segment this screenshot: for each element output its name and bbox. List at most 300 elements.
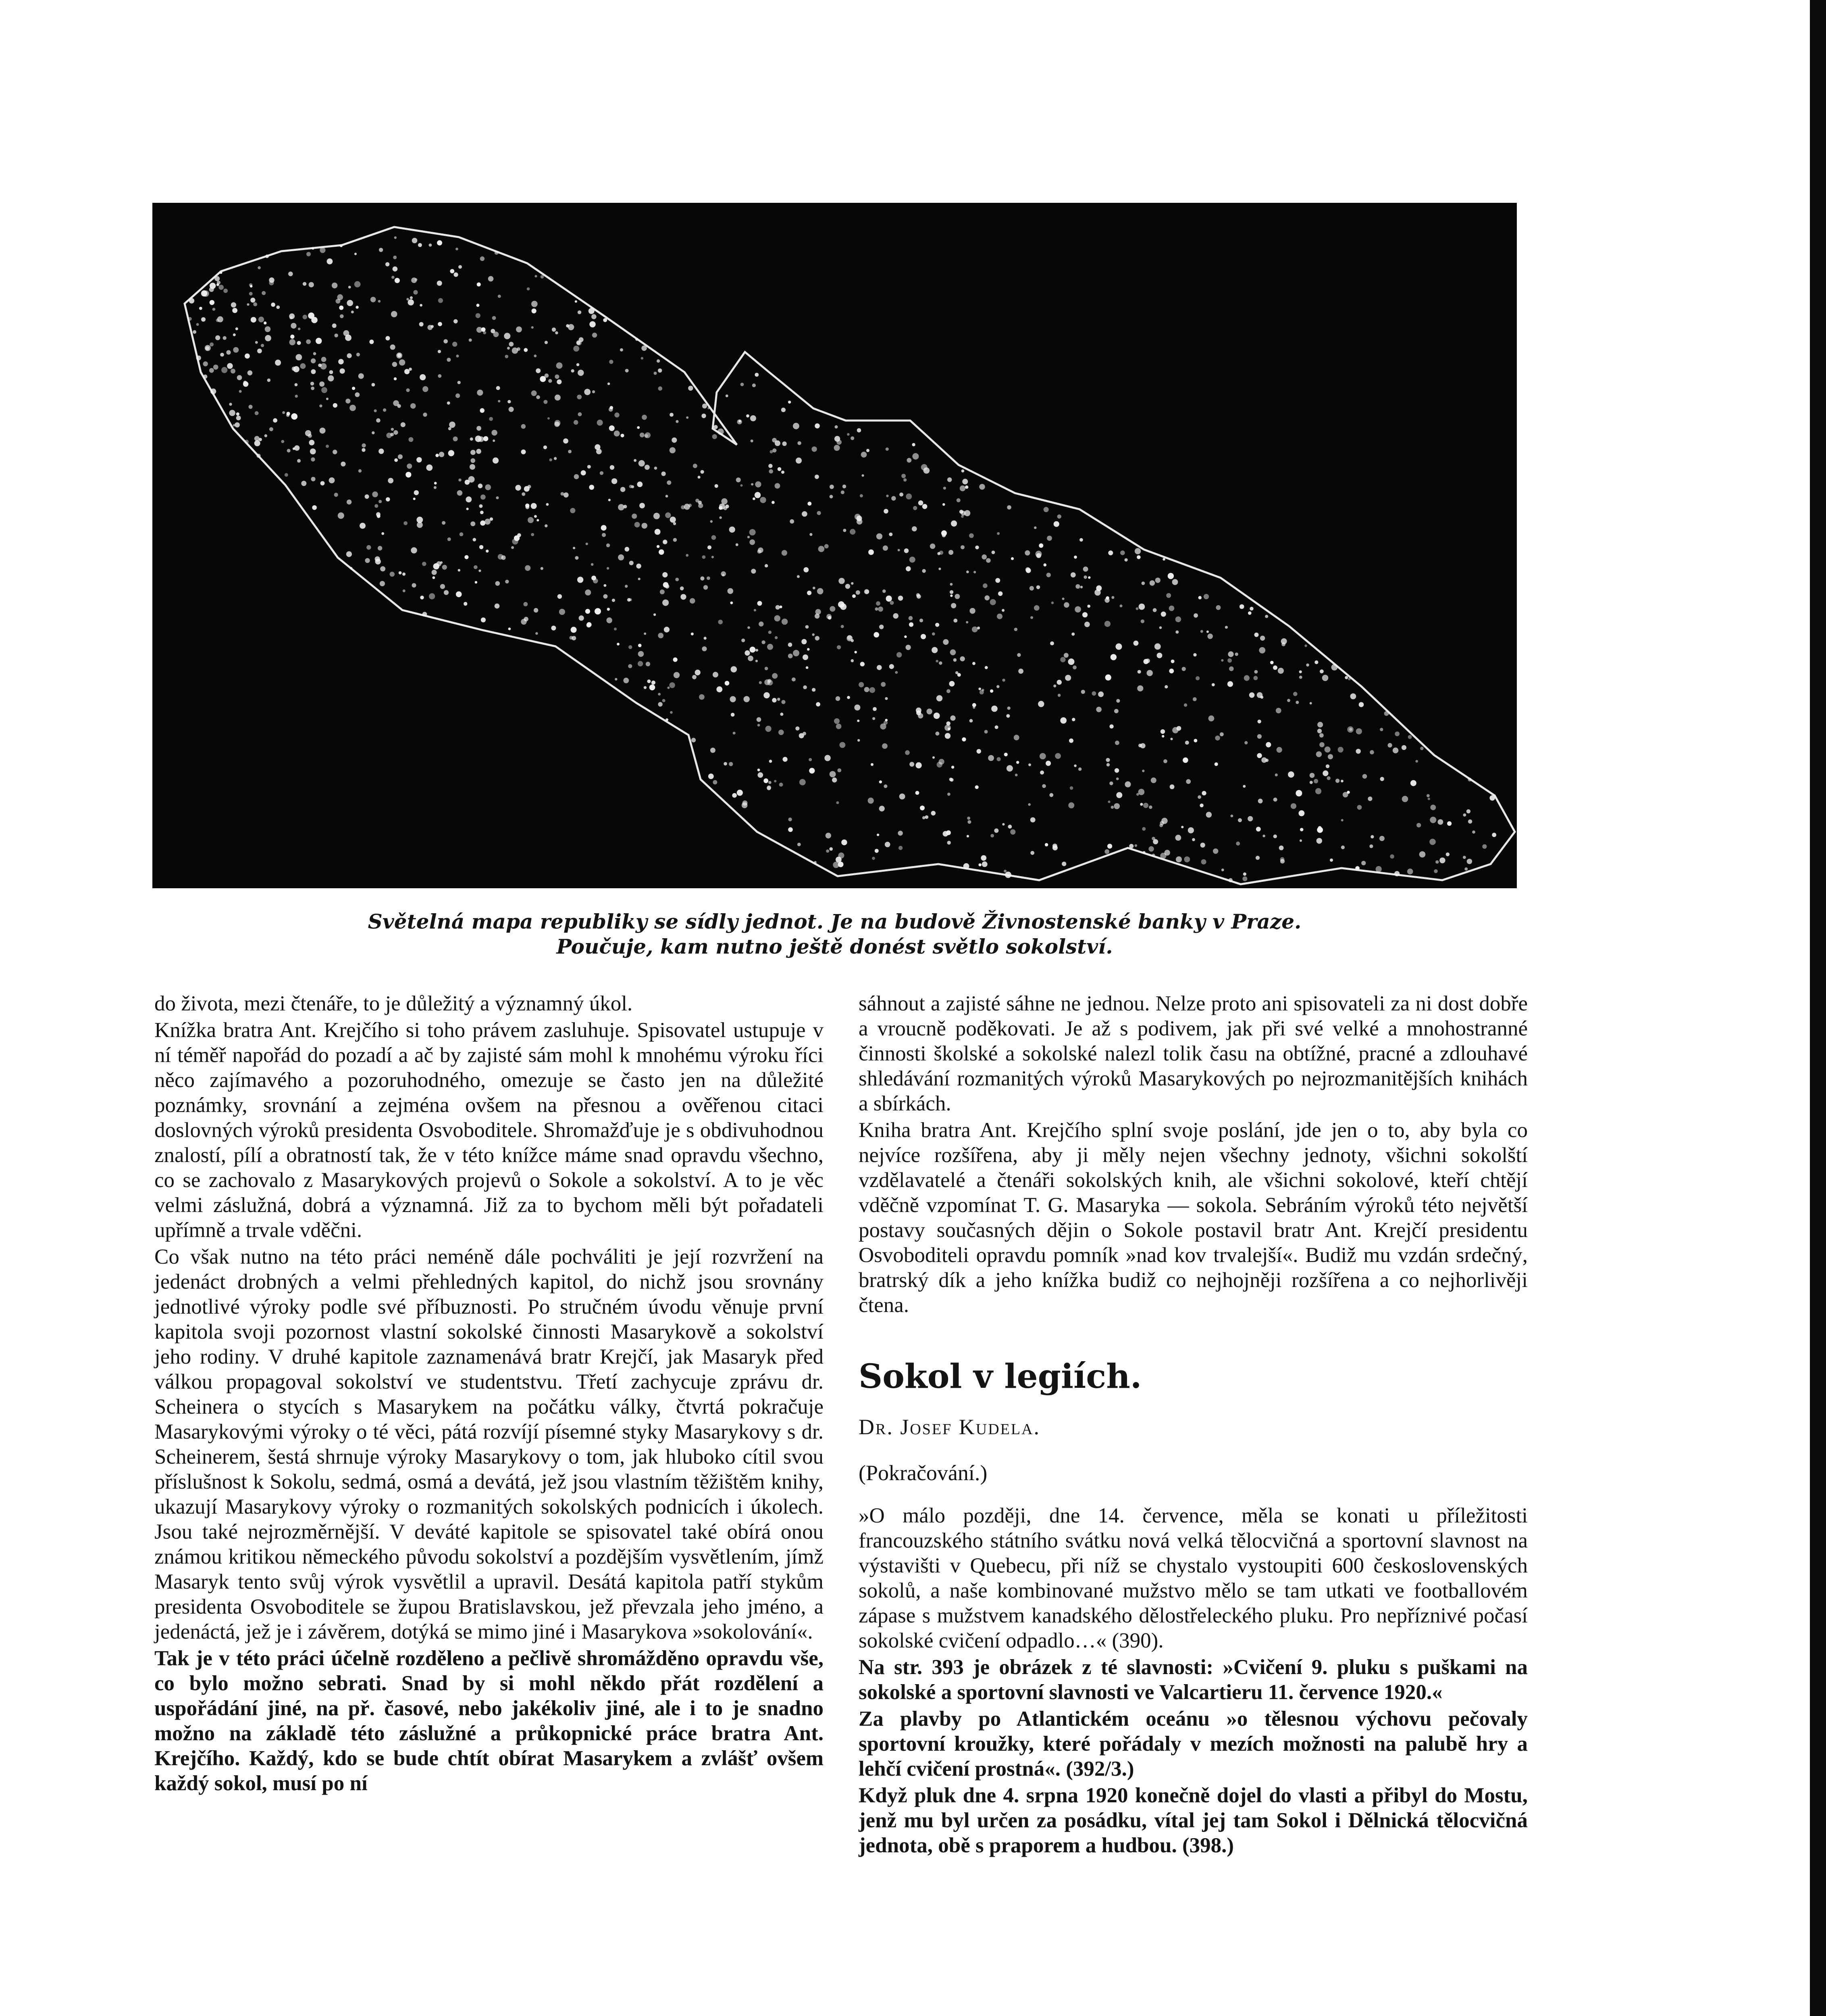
light-dot: [420, 304, 422, 307]
light-dot: [1260, 636, 1265, 641]
light-dot: [495, 581, 500, 586]
light-dot: [439, 452, 444, 457]
light-dot: [824, 755, 830, 761]
light-dot: [556, 362, 563, 369]
light-dot: [358, 373, 364, 379]
scan-edge: [1810, 0, 1826, 2016]
light-dot: [618, 554, 624, 560]
light-dot: [477, 282, 481, 286]
light-dot: [759, 681, 762, 684]
light-dot: [949, 681, 955, 687]
light-dot: [840, 742, 846, 748]
light-dot: [1107, 844, 1112, 849]
light-dot: [601, 525, 607, 531]
light-dot: [1038, 701, 1044, 707]
light-dot: [391, 428, 394, 431]
light-dot: [882, 744, 888, 749]
light-dot: [334, 493, 338, 497]
light-dot: [589, 321, 595, 327]
light-dot: [857, 739, 860, 741]
light-dot: [233, 333, 236, 336]
light-dot: [311, 369, 316, 374]
light-dot: [1036, 551, 1042, 557]
light-dot: [781, 471, 784, 474]
light-dot: [782, 619, 788, 625]
light-dot: [1258, 720, 1261, 723]
light-dot: [658, 702, 662, 706]
light-dot: [1160, 729, 1165, 734]
light-dot: [300, 363, 306, 369]
light-dot: [303, 282, 306, 285]
light-dot: [1438, 819, 1443, 825]
light-dot: [265, 254, 269, 258]
light-dot: [210, 342, 214, 346]
light-dot: [404, 369, 410, 374]
light-dot: [555, 395, 561, 401]
light-dot: [196, 356, 201, 360]
light-dot: [1062, 862, 1066, 866]
light-dot: [990, 834, 994, 837]
light-dot: [575, 556, 578, 560]
light-dot: [935, 623, 939, 627]
light-dot: [408, 437, 413, 442]
light-dot: [793, 650, 799, 656]
light-dot: [348, 286, 351, 289]
light-dot: [541, 275, 544, 279]
light-dot: [292, 415, 295, 418]
light-dot: [995, 725, 998, 729]
light-dot: [1177, 726, 1181, 731]
light-dot: [507, 400, 511, 403]
light-dot: [1299, 676, 1302, 679]
light-dot: [600, 471, 603, 475]
light-dot: [885, 697, 888, 700]
light-dot: [1106, 758, 1110, 762]
light-dot: [269, 277, 274, 283]
light-dot: [975, 546, 979, 549]
light-dot: [391, 276, 395, 279]
light-dot: [455, 248, 458, 250]
paragraph: do života, mezi čtenáře, to je důležitý a významný úkol.: [154, 992, 633, 1015]
light-dot: [1420, 747, 1424, 750]
light-dot: [592, 390, 595, 393]
light-dot: [334, 333, 338, 337]
light-dot: [763, 692, 769, 698]
light-dot: [381, 532, 384, 535]
light-dot: [938, 568, 941, 570]
light-dot: [943, 639, 948, 645]
light-dot: [347, 300, 353, 306]
light-dot: [967, 816, 970, 820]
light-dot: [864, 687, 869, 692]
light-dot: [1104, 621, 1111, 627]
light-dot: [609, 407, 613, 412]
light-dot: [1492, 833, 1496, 837]
light-dot: [356, 306, 358, 308]
light-dot: [1064, 653, 1069, 658]
light-dot: [196, 323, 199, 326]
light-dot: [847, 635, 852, 640]
light-dot: [666, 719, 668, 721]
light-dot: [751, 439, 753, 442]
light-dot: [1083, 566, 1088, 572]
light-dot: [536, 369, 541, 373]
light-dot: [1044, 507, 1049, 512]
light-dot: [615, 678, 617, 680]
light-dot: [961, 469, 965, 473]
light-dot: [257, 349, 262, 354]
light-dot: [627, 598, 631, 602]
light-dot: [281, 440, 284, 443]
light-dot: [1098, 691, 1104, 697]
light-dot: [223, 336, 227, 340]
light-dot: [610, 465, 614, 470]
light-dot: [1135, 844, 1138, 847]
light-dot: [761, 640, 765, 644]
light-dot: [918, 713, 923, 719]
light-dot: [950, 590, 953, 594]
light-dot: [243, 381, 247, 384]
light-dot: [1236, 841, 1240, 846]
light-dot: [475, 435, 482, 442]
light-dot: [1111, 806, 1114, 809]
light-dot: [233, 347, 239, 353]
light-dot: [438, 374, 441, 378]
light-dot: [1467, 859, 1472, 864]
light-dot: [662, 600, 669, 606]
light-dot: [719, 516, 722, 519]
light-dot: [644, 633, 646, 635]
light-dot: [793, 423, 799, 429]
light-dot: [979, 863, 982, 866]
light-dot: [294, 445, 299, 450]
light-dot: [1368, 797, 1372, 801]
light-dot: [476, 327, 482, 333]
light-dot: [729, 527, 735, 533]
light-dot: [509, 407, 514, 412]
light-dot: [1291, 803, 1296, 809]
light-dot: [509, 342, 514, 347]
light-dot: [229, 403, 232, 406]
continued-note: (Pokračování.): [859, 1461, 988, 1485]
light-dot: [438, 298, 443, 303]
light-dot: [1299, 671, 1302, 673]
light-dot: [658, 633, 663, 638]
caption-line-2: Poučuje, kam nutno ještě donést světlo sokolství.: [556, 935, 1113, 958]
light-dot: [399, 571, 402, 575]
light-dot: [788, 654, 793, 658]
light-dot: [372, 492, 378, 497]
light-dot: [563, 438, 568, 444]
light-dot: [634, 459, 636, 462]
light-dot: [813, 587, 815, 589]
light-dot: [982, 861, 988, 867]
light-dot: [276, 306, 280, 309]
light-dot: [1186, 779, 1191, 784]
light-dot: [410, 296, 413, 299]
light-dot: [751, 483, 753, 485]
light-dot: [1142, 581, 1145, 585]
light-dot: [898, 549, 900, 551]
light-dot: [651, 681, 655, 685]
light-dot: [644, 686, 647, 689]
light-dot: [1468, 819, 1472, 823]
light-dot: [741, 639, 745, 642]
light-dot: [776, 605, 780, 610]
light-dot: [796, 458, 802, 464]
light-dot: [1419, 851, 1426, 858]
light-dot: [1070, 786, 1073, 790]
light-dot: [803, 567, 809, 573]
light-dot: [638, 460, 645, 467]
light-dot: [231, 369, 235, 373]
light-dot: [730, 696, 736, 702]
light-dot: [1138, 670, 1141, 674]
light-dot: [210, 300, 214, 305]
light-dot: [707, 407, 710, 409]
light-dot: [480, 521, 485, 526]
light-dot: [571, 369, 574, 373]
light-dot: [774, 615, 780, 621]
light-dot: [885, 842, 890, 848]
light-dot: [326, 398, 329, 400]
light-dot: [251, 317, 256, 323]
light-dot: [790, 519, 794, 524]
light-dot: [440, 561, 443, 564]
light-dot: [809, 758, 812, 761]
light-dot: [1015, 774, 1018, 777]
light-dot: [947, 477, 952, 482]
light-dot: [915, 791, 919, 795]
light-dot: [321, 357, 327, 362]
light-dot: [365, 494, 369, 499]
light-dot: [760, 497, 766, 503]
light-dot: [1260, 696, 1263, 699]
light-dot: [470, 437, 473, 441]
light-dot: [818, 546, 825, 552]
light-dot: [476, 426, 481, 431]
light-dot: [345, 335, 351, 341]
light-dot: [947, 793, 950, 796]
light-dot: [218, 285, 224, 290]
light-dot: [399, 359, 405, 365]
light-dot: [589, 485, 594, 490]
light-dot: [515, 485, 521, 491]
light-dot: [1116, 644, 1122, 650]
light-dot: [458, 479, 462, 482]
map-photograph: [152, 203, 1517, 888]
light-dot: [919, 619, 923, 622]
light-dot: [1202, 791, 1206, 796]
light-dot: [531, 326, 534, 329]
light-dot: [939, 661, 942, 665]
light-dot: [1447, 821, 1452, 826]
light-dot: [889, 664, 894, 669]
light-dot: [906, 566, 911, 571]
light-dot: [319, 381, 324, 387]
light-dot: [456, 354, 459, 357]
light-dot: [1279, 846, 1284, 850]
light-dot: [815, 614, 819, 619]
light-dot: [220, 271, 223, 274]
light-dot: [765, 564, 768, 567]
light-dot: [434, 486, 437, 489]
light-dot: [757, 768, 760, 771]
light-dot: [226, 350, 231, 354]
light-dot: [1216, 605, 1221, 610]
light-dot: [1129, 844, 1133, 848]
light-dot: [799, 779, 806, 785]
light-dot: [1175, 631, 1179, 634]
paragraph: »O málo později, dne 14. července, měla se konati u příležitosti francouzského státního svátku nová velká tělocvičná a sportovní slavnost na výstavišti v Quebecu, při níž se chystalo vystoupiti 600 československých sokolů, a naše kombinované mužstvo mělo se tam utkati ve footballovém zápase s mužstvem kanadského dělostřeleckého pluku. Pro nepříznivé počasí sokolské cvičení odpadlo…« (390).: [859, 1504, 1528, 1652]
light-dot: [309, 282, 314, 287]
light-dot: [922, 569, 926, 573]
light-dot: [695, 670, 701, 675]
light-dot: [1030, 616, 1033, 619]
light-dot: [957, 673, 961, 677]
light-dot: [757, 717, 761, 722]
light-dot: [665, 512, 671, 518]
light-dot: [340, 369, 345, 374]
light-dot: [393, 430, 398, 435]
light-dot: [738, 420, 741, 423]
light-dot: [478, 570, 481, 572]
light-dot: [406, 388, 410, 392]
light-dot: [559, 609, 565, 615]
light-dot: [236, 412, 239, 416]
light-dot: [335, 299, 340, 304]
light-dot: [702, 404, 707, 408]
light-dot: [534, 515, 537, 518]
light-dot: [1229, 878, 1233, 882]
light-dot: [1288, 771, 1294, 778]
light-dot: [1356, 728, 1362, 734]
light-dot: [469, 339, 472, 342]
light-dot: [628, 664, 632, 668]
light-dot: [1004, 753, 1008, 756]
light-dot: [1072, 718, 1075, 721]
light-dot: [837, 645, 841, 649]
light-dot: [922, 816, 925, 819]
light-dot: [663, 540, 666, 543]
light-dot: [1206, 631, 1209, 633]
light-dot: [997, 614, 1002, 619]
light-dot: [1310, 702, 1312, 704]
light-dot: [620, 348, 623, 352]
light-dot: [531, 390, 537, 396]
light-dot: [466, 496, 472, 502]
light-dot: [511, 546, 514, 549]
light-dot: [1258, 799, 1263, 804]
light-dot: [686, 554, 688, 557]
light-dot: [205, 345, 211, 351]
light-dot: [255, 341, 258, 344]
light-dot: [847, 696, 850, 699]
light-dot: [817, 588, 824, 595]
light-dot: [349, 405, 356, 411]
light-dot: [1040, 771, 1044, 775]
light-dot: [950, 594, 953, 597]
light-dot: [607, 567, 609, 569]
light-dot: [797, 575, 800, 578]
light-dot: [531, 533, 534, 536]
light-dot: [930, 544, 935, 549]
light-dot: [354, 253, 357, 255]
light-dot: [1075, 584, 1080, 589]
light-dot: [1326, 764, 1329, 768]
light-dot: [1014, 628, 1018, 631]
light-dot: [607, 608, 610, 610]
light-dot: [433, 576, 435, 579]
light-dot: [638, 661, 643, 666]
light-dot: [620, 487, 626, 492]
light-dot: [859, 682, 864, 687]
light-dot: [670, 516, 676, 523]
light-dot: [703, 585, 708, 589]
light-dot: [380, 566, 385, 571]
light-dot: [629, 561, 634, 565]
light-dot: [941, 530, 947, 536]
light-dot: [1169, 669, 1174, 673]
light-dot: [1078, 767, 1081, 771]
light-dot: [607, 383, 610, 385]
light-dot: [403, 521, 408, 525]
light-dot: [923, 467, 930, 474]
light-dot: [370, 297, 376, 302]
light-dot: [450, 269, 454, 273]
light-dot: [1153, 839, 1158, 844]
light-dot: [289, 339, 295, 345]
paragraph: Když pluk dne 4. srpna 1920 konečně dojel do vlasti a přibyl do Mostu, jenž mu byl určen za posádku, vítal jej tam Sokol i Dělnická tělocvičná jednota, obě s praporem a hudbou. (398.): [859, 1784, 1528, 1857]
light-dot: [329, 370, 333, 374]
light-dot: [922, 504, 928, 509]
light-dot: [1215, 762, 1218, 766]
light-dot: [374, 409, 377, 412]
light-dot: [854, 704, 860, 710]
light-dot: [1149, 806, 1152, 809]
light-dot: [890, 601, 894, 605]
light-dot: [780, 712, 783, 716]
light-dot: [716, 686, 722, 692]
light-dot: [736, 477, 741, 482]
light-dot: [1074, 556, 1077, 559]
light-dot: [781, 408, 786, 412]
light-dot: [362, 444, 366, 448]
light-dot: [547, 417, 550, 420]
light-dot: [455, 394, 460, 398]
light-dot: [884, 785, 887, 788]
light-dot: [927, 708, 932, 714]
light-dot: [759, 621, 763, 626]
light-dot: [898, 846, 903, 850]
light-dot: [851, 436, 854, 440]
light-dot: [955, 594, 960, 599]
light-dot: [879, 781, 882, 783]
light-dot: [962, 479, 968, 484]
light-dot: [393, 400, 399, 406]
light-dot: [356, 353, 360, 356]
light-dot: [830, 495, 833, 498]
light-dot: [422, 386, 428, 392]
light-dot: [504, 333, 510, 339]
light-dot: [866, 449, 869, 452]
light-dot: [420, 596, 424, 599]
light-dot: [326, 445, 329, 448]
light-dot: [1042, 784, 1046, 788]
light-dot: [779, 783, 783, 787]
light-dot: [481, 617, 486, 622]
light-dot: [422, 562, 426, 566]
